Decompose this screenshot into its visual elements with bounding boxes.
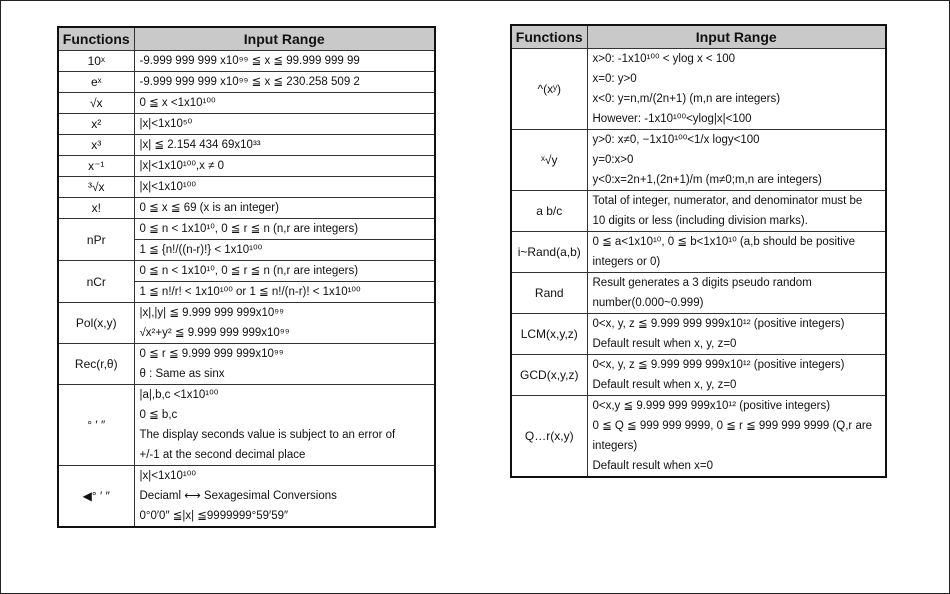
table-row — [511, 191, 886, 232]
input-range-cell — [134, 135, 435, 156]
input-range-line: θ : Same as sinx — [139, 368, 225, 380]
input-range-line: Result generates a 3 digits pseudo random — [592, 277, 812, 289]
table-row — [58, 156, 435, 177]
header-functions: Functions — [511, 25, 587, 49]
table-row — [511, 396, 886, 478]
function-name: ° ′ ″ — [58, 385, 134, 466]
input-range-cell — [587, 191, 886, 232]
table-row — [58, 303, 435, 344]
input-range-cell — [134, 51, 435, 72]
table-row — [58, 114, 435, 135]
function-name: ³√x — [58, 177, 134, 198]
table-row — [58, 219, 435, 261]
input-range-cell — [134, 219, 435, 261]
input-range-line: 0<x,y ≦ 9.999 999 999x10¹² (positive integers) — [592, 400, 831, 412]
input-range-line: y>0: x≠0, −1x10¹⁰⁰<1/x logy<100 — [592, 134, 760, 146]
table-row — [511, 355, 886, 396]
input-range-line: However: -1x10¹⁰⁰<ylog|x|<100 — [592, 113, 752, 125]
input-range-cell — [134, 198, 435, 219]
function-name: x² — [58, 114, 134, 135]
input-range-line: 0 ≦ x ≦ 69 (x is an integer) — [139, 202, 279, 214]
input-range-cell — [134, 385, 435, 466]
input-range-line: 0 ≦ b,c — [139, 409, 178, 421]
function-name: GCD(x,y,z) — [511, 355, 587, 396]
table-row — [58, 344, 435, 385]
input-range-line: 0<x, y, z ≦ 9.999 999 999x10¹² (positive integers) — [592, 318, 845, 330]
input-range-line: |x|,|y| ≦ 9.999 999 999x10⁹⁹ — [139, 307, 285, 319]
input-range-line: 0 ≦ Q ≦ 999 999 9999, 0 ≦ r ≦ 999 999 9999 (Q,r are — [592, 420, 873, 432]
table-header-row — [511, 25, 886, 49]
header-functions: Functions — [58, 27, 134, 51]
right-functions-table — [510, 24, 887, 478]
input-range-line: Default result when x, y, z=0 — [592, 338, 737, 350]
input-range-line: |x|<1x10¹⁰⁰ — [139, 470, 196, 482]
input-range-cell — [587, 232, 886, 273]
table-row — [58, 261, 435, 303]
table-row — [58, 466, 435, 528]
function-name: ◀° ′ ″ — [58, 466, 134, 528]
table-row — [511, 232, 886, 273]
table-row — [511, 273, 886, 314]
function-name: a b/c — [511, 191, 587, 232]
input-range-line: 10 digits or less (including division marks). — [592, 215, 808, 227]
table-row — [511, 314, 886, 355]
table-row — [58, 177, 435, 198]
function-name: Rand — [511, 273, 587, 314]
input-range-cell — [134, 261, 435, 303]
input-range-cell — [587, 49, 886, 130]
input-range-line: |a|,b,c <1x10¹⁰⁰ — [139, 389, 219, 401]
input-range-cell — [134, 114, 435, 135]
input-range-cell — [134, 466, 435, 528]
input-range-cell — [134, 72, 435, 93]
header-input-range: Input Range — [587, 25, 886, 49]
input-range-line: |x|<1x10¹⁰⁰ — [139, 181, 196, 193]
table-row — [58, 198, 435, 219]
input-range-line: x<0: y=n,m/(2n+1) (m,n are integers) — [592, 93, 781, 105]
input-range-cell — [587, 130, 886, 191]
function-name: i~Rand(a,b) — [511, 232, 587, 273]
input-range-line: The display seconds value is subject to an error of — [139, 429, 396, 441]
table-row — [58, 51, 435, 72]
input-range-line: x>0: -1x10¹⁰⁰ < ylog x < 100 — [592, 53, 736, 65]
input-range-line: number(0.000~0.999) — [592, 297, 704, 309]
input-range-line: Total of integer, numerator, and denominator must be — [592, 195, 863, 207]
input-range-line: Default result when x=0 — [592, 460, 713, 472]
input-range-cell — [587, 314, 886, 355]
table-row — [58, 135, 435, 156]
input-range-line: integers) — [592, 440, 638, 452]
table-row — [58, 93, 435, 114]
input-range-cell — [134, 156, 435, 177]
input-range-line: 1 ≦ {n!/((n-r)!} < 1x10¹⁰⁰ — [135, 239, 435, 260]
table-row — [511, 49, 886, 130]
input-range-line: +/-1 at the second decimal place — [139, 449, 306, 461]
table-row — [511, 130, 886, 191]
input-range-line: Default result when x, y, z=0 — [592, 379, 737, 391]
input-range-line: |x|<1x10⁵⁰ — [139, 118, 193, 130]
input-range-line: x=0: y>0 — [592, 73, 637, 85]
input-range-line: integers or 0) — [592, 256, 661, 268]
input-range-line: 0 ≦ n < 1x10¹⁰, 0 ≦ r ≦ n (n,r are integers) — [139, 265, 359, 277]
input-range-line: 0 ≦ n < 1x10¹⁰, 0 ≦ r ≦ n (n,r are integers) — [139, 223, 359, 235]
input-range-cell — [587, 355, 886, 396]
input-range-line: √x²+y² ≦ 9.999 999 999x10⁹⁹ — [139, 327, 290, 339]
input-range-cell — [134, 177, 435, 198]
input-range-line: y=0:x>0 — [592, 154, 634, 166]
input-range-line: Deciaml ⟷ Sexagesimal Conversions — [139, 490, 337, 502]
input-range-cell — [134, 93, 435, 114]
function-name: x³ — [58, 135, 134, 156]
header-input-range: Input Range — [134, 27, 435, 51]
function-name: Pol(x,y) — [58, 303, 134, 344]
table-header-row — [58, 27, 435, 51]
input-range-line: -9.999 999 999 x10⁹⁹ ≦ x ≦ 99.999 999 99 — [139, 55, 360, 67]
input-range-line: -9.999 999 999 x10⁹⁹ ≦ x ≦ 230.258 509 2 — [139, 76, 360, 88]
function-name: ˣ√y — [511, 130, 587, 191]
input-range-line: 0<x, y, z ≦ 9.999 999 999x10¹² (positive integers) — [592, 359, 845, 371]
table-row — [58, 72, 435, 93]
function-name: √x — [58, 93, 134, 114]
input-range-line: 0 ≦ r ≦ 9.999 999 999x10⁹⁹ — [139, 348, 284, 360]
input-range-line: 0 ≦ a<1x10¹⁰, 0 ≦ b<1x10¹⁰ (a,b should be positive — [592, 236, 855, 248]
function-name: ^(xʸ) — [511, 49, 587, 130]
function-name: eˣ — [58, 72, 134, 93]
left-functions-table — [57, 26, 436, 528]
function-name: x! — [58, 198, 134, 219]
function-name: nPr — [58, 219, 134, 261]
input-range-line: 0 ≦ x <1x10¹⁰⁰ — [139, 97, 216, 109]
input-range-line: 0°0′0″ ≦|x| ≦9999999°59′59″ — [139, 510, 289, 522]
function-name: Q…r(x,y) — [511, 396, 587, 478]
input-range-cell — [587, 273, 886, 314]
function-name: x⁻¹ — [58, 156, 134, 177]
function-name: Rec(r,θ) — [58, 344, 134, 385]
input-range-line: |x|<1x10¹⁰⁰,x ≠ 0 — [139, 160, 224, 172]
input-range-cell — [134, 344, 435, 385]
input-range-cell — [134, 303, 435, 344]
function-name: LCM(x,y,z) — [511, 314, 587, 355]
input-range-line: y<0:x=2n+1,(2n+1)/m (m≠0;m,n are integers) — [592, 174, 822, 186]
input-range-cell — [587, 396, 886, 478]
function-name: nCr — [58, 261, 134, 303]
input-range-line: |x| ≦ 2.154 434 69x10³³ — [139, 139, 261, 151]
function-name: 10ˣ — [58, 51, 134, 72]
table-row — [58, 385, 435, 466]
input-range-line: 1 ≦ n!/r! < 1x10¹⁰⁰ or 1 ≦ n!/(n-r)! < 1x10¹⁰⁰ — [135, 281, 435, 302]
